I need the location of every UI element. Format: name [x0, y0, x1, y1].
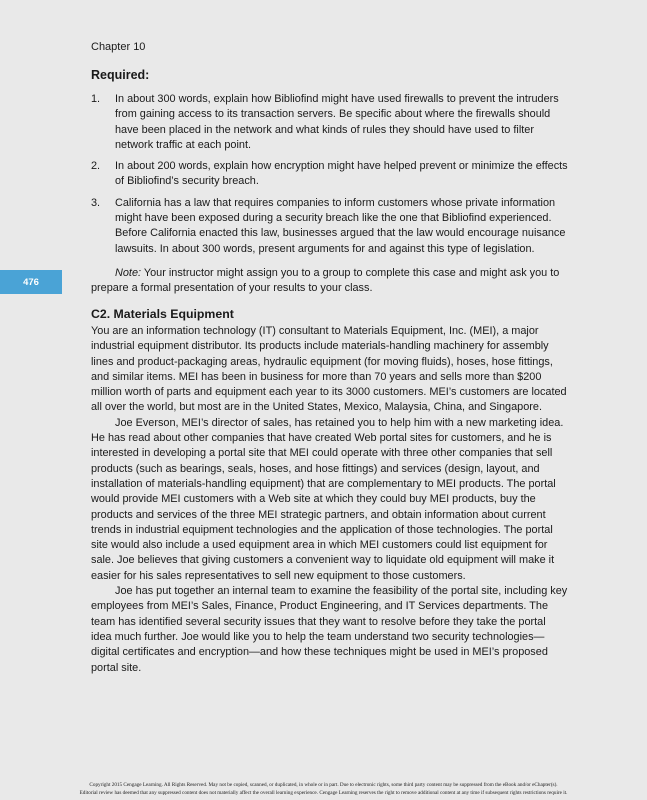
page-number-tab: 476 [0, 270, 62, 294]
running-header-chapter: Chapter 10 [91, 41, 146, 53]
required-heading: Required: [91, 68, 150, 82]
list-item-number: 1. [91, 93, 101, 105]
required-list [91, 92, 569, 263]
copyright-line: Editorial review has deemed that any suppressed content does not materially affect the overall learning experience. Cengage Learning reserves the right to remove additional content at any time if subsequent rights restrictions require it. [79, 790, 568, 796]
list-item [91, 92, 569, 153]
section-body [91, 324, 569, 676]
note-text: Your instructor might assign you to a group to complete this case and might ask you to prepare a formal presentation of your results to your class. [91, 267, 560, 295]
list-item-text: California has a law that requires companies to inform customers whose private information might have been exposed during a security breach like the one that Bibliofind experienced. Before California enacted this law, businesses argued that the law would encourage nuisance lawsuits. In about 300 words, present arguments for and against this type of legislation. [115, 196, 566, 255]
paragraph: You are an information technology (IT) consultant to Materials Equipment, Inc. (MEI), a major industrial equipment distributor. Its products include materials-handling machinery for assembly lines and product-packaging areas, hydraulic equipment (for moving fluids), hoses, hose fittings, and similar items. MEI has been in business for more than 70 years and sells more than $200 million worth of parts and equipment each year to its 3000 customers. MEI’s customers are located all over the world, but most are in the United States, Mexico, Malaysia, China, and Singapore. [91, 325, 567, 414]
list-item [91, 159, 569, 190]
paragraph: Joe has put together an internal team to examine the feasibility of the portal site, including key employees from MEI’s Sales, Finance, Product Engineering, and IT Services departments. The team has identified several security issues that they want to resolve before they take the portal idea much further. Joe would like you to help the team understand two security technologies—digital certificates and encryption—and how these techniques might be used in MEI’s proposed portal site. [91, 585, 568, 674]
list-item-text: In about 300 words, explain how Bibliofind might have used firewalls to prevent the intruders from gaining access to its transaction servers. Be specific about where the firewalls should have been placed in the network and what kinds of rules they should have used to filter network traffic at each point. [115, 93, 559, 151]
list-item [91, 196, 569, 257]
copyright-footer [20, 781, 627, 797]
instructor-note [91, 266, 569, 297]
copyright-line: Copyright 2015 Cengage Learning. All Rights Reserved. May not be copied, scanned, or duplicated, in whole or in part. Due to electronic rights, some third party content may be suppressed from the eBook and/or eChapter(s). [89, 782, 558, 788]
paragraph: Joe Everson, MEI’s director of sales, has retained you to help him with a new marketing idea. He has read about other companies that have created Web portal sites for customers, and he is interested in developing a portal site that MEI could operate with three other companies that sell products (such as bearings, seals, hoses, and hose fittings) and services (design, layout, and installation of materials-handling equipment) that are complementary to MEI products. The portal would provide MEI customers with a Web site at which they could buy MEI products, buy the products and services of the three MEI strategic partners, and obtain information about current trends in industrial equipment technologies and the application of those technologies. The portal site would also include a used equipment area in which MEI customers could list equipment for sale. Joe believes that giving customers a convenient way to liquidate old equipment will make it easier for his sales representatives to sell new equipment to those customers. [91, 416, 564, 582]
list-item-number: 3. [91, 196, 101, 209]
list-item-text: In about 200 words, explain how encryption might have helped prevent or minimize the effects of Bibliofind’s security breach. [115, 160, 568, 188]
list-item-number: 2. [91, 160, 101, 173]
section-title: C2. Materials Equipment [91, 307, 234, 321]
note-label: Note: [115, 267, 142, 279]
